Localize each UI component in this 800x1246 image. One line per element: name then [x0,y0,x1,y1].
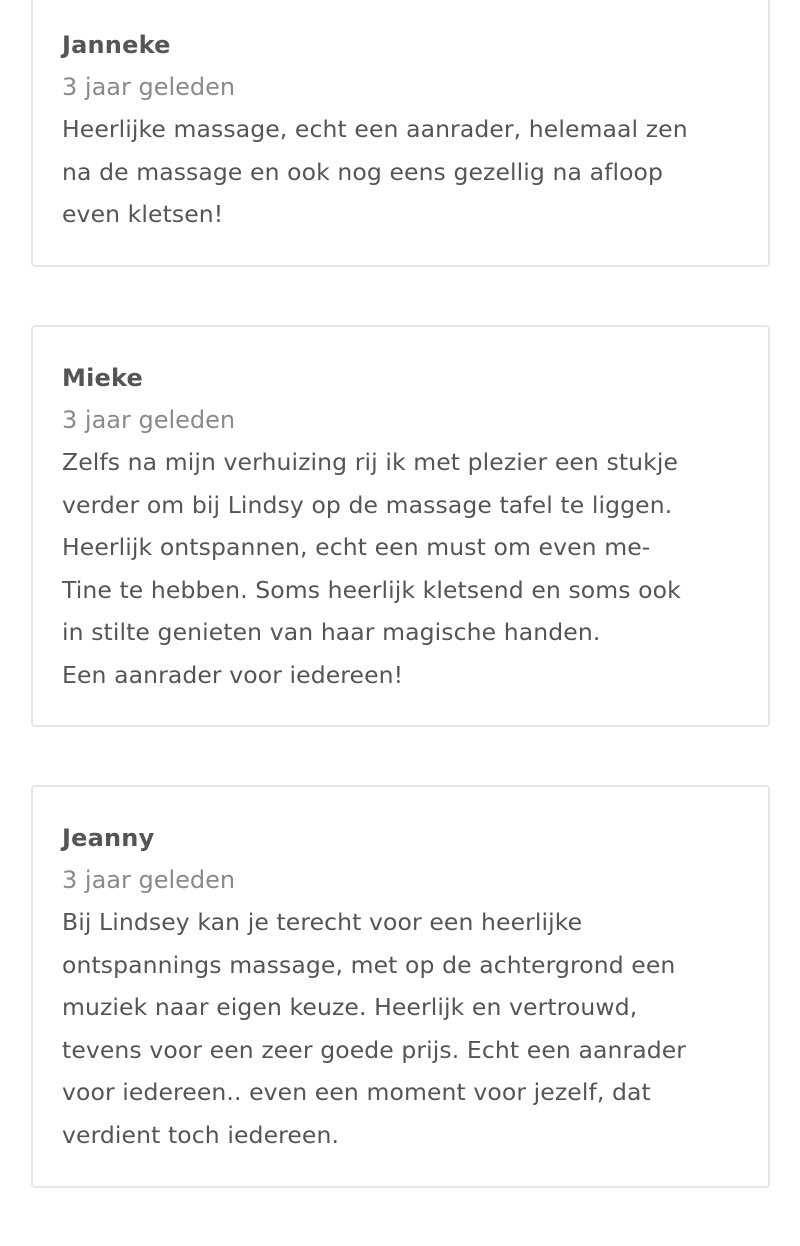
review-author: Jeanny [62,824,155,852]
review-text-line: voor iedereen.. even een moment voor jezelf, dat [62,1078,651,1106]
review-list [31,0,770,1246]
review-text-line: Zelfs na mijn verhuizing rij ik met plezier een stukje [62,448,679,476]
review-text-line: tevens voor een zeer goede prijs. Echt een aanrader [62,1035,687,1064]
review-date: 3 jaar geleden [62,73,236,101]
review-text-line: Heerlijk ontspannen, echt een must om even me- [62,533,651,561]
review-card [31,0,770,267]
review-text-line: verder om bij Lindsy op de massage tafel te liggen. [62,490,673,519]
review-text-line: muziek naar eigen keuze. Heerlijk en vertrouwd, [62,993,638,1021]
review-date: 3 jaar geleden [62,406,236,434]
review-text-line: in stilte genieten van haar magische handen. [62,618,601,646]
review-text-line: Een aanrader voor iedereen! [62,660,404,689]
review-text-line: na de massage en ook nog eens gezellig na afloop [62,157,664,186]
review-text-line: Heerlijke massage, echt een aanrader, helemaal zen [62,115,688,143]
review-text-line: Tine te hebben. Soms heerlijk kletsend en soms ook [62,575,681,604]
review-text-line: verdient toch iedereen. [62,1120,340,1149]
review-date: 3 jaar geleden [62,866,236,894]
review-text-line: even kletsen! [62,200,224,228]
review-author: Mieke [62,364,143,392]
review-card [31,785,770,1188]
review-text [62,901,740,1156]
review-author: Janneke [62,31,171,59]
review-text [62,441,740,696]
review-card [31,325,770,727]
review-text [62,108,740,236]
review-text-line: ontspannings massage, met op de achtergrond een [62,950,676,979]
review-text-line: Bij Lindsey kan je terecht voor een heerlijke [62,908,583,936]
